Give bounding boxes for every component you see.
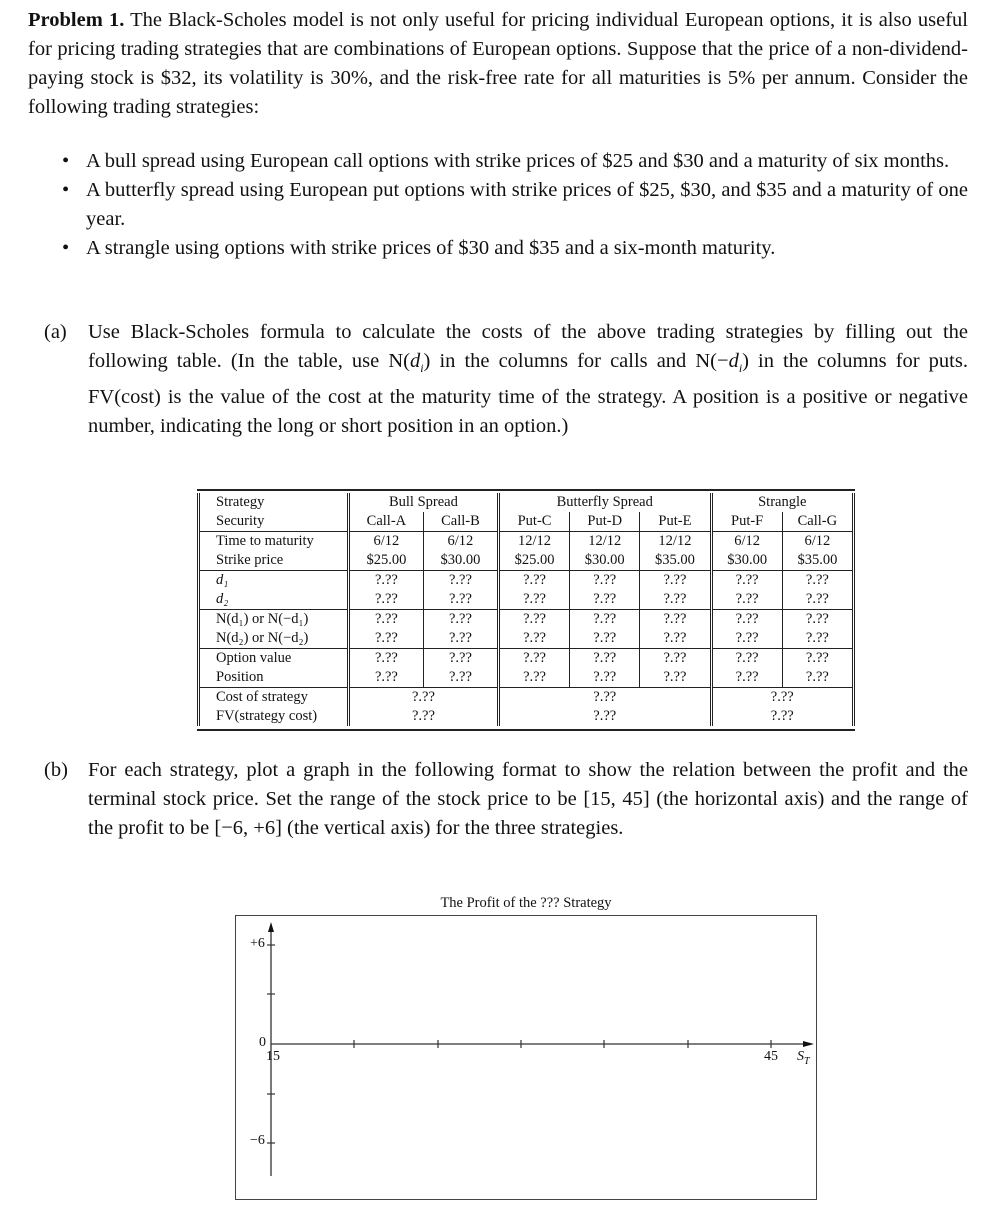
value-cell: ?.??	[711, 649, 782, 669]
d1-cell: ?.??	[570, 571, 640, 591]
nd1-cell: ?.??	[498, 610, 569, 630]
d2-cell: ?.??	[640, 590, 711, 610]
strike-cell: $35.00	[640, 551, 711, 571]
table-row	[199, 688, 854, 708]
row-label: Cost of strategy	[199, 688, 349, 708]
table-row	[199, 551, 854, 571]
table-row	[199, 532, 854, 552]
nd2-cell: ?.??	[570, 629, 640, 649]
cost-cell: ?.??	[498, 688, 711, 708]
table-row	[199, 590, 854, 610]
security-cell: Put-D	[570, 512, 640, 532]
position-cell: ?.??	[735, 669, 759, 685]
time-cell: 12/12	[570, 532, 640, 552]
row-label: Time to maturity	[199, 532, 349, 552]
table-row	[199, 610, 854, 630]
d1-cell: ?.??	[348, 571, 423, 591]
d1-cell: ?.??	[423, 571, 498, 591]
position-cell: ?.??	[640, 668, 711, 688]
row-label: d₁	[199, 571, 349, 591]
table-top-rule	[197, 489, 855, 491]
bullet-icon: •	[62, 237, 70, 259]
time-cell: 6/12	[423, 532, 498, 552]
security-cell: Call-A	[366, 513, 407, 529]
strike-cell: $25.00	[366, 552, 407, 568]
security-cell: Call-G	[782, 512, 853, 532]
strike-cell: $35.00	[782, 551, 853, 571]
strategy-list	[58, 147, 968, 263]
profit-chart	[235, 915, 817, 1200]
strike-cell: $30.00	[570, 551, 640, 571]
chart-title: The Profit of the ??? Strategy	[440, 895, 612, 911]
fv-cell: ?.??	[711, 707, 853, 726]
group-header: Butterfly Spread	[498, 493, 711, 512]
position-cell: ?.??	[782, 668, 853, 688]
nd2-cell: ?.??	[640, 629, 711, 649]
nd2-cell: ?.??	[782, 629, 853, 649]
d2-cell: ?.??	[423, 590, 498, 610]
y-tick-label-bottom: −6	[250, 1133, 265, 1148]
position-cell: ?.??	[570, 668, 640, 688]
nd2-cell: ?.??	[423, 629, 498, 649]
nd1-cell: ?.??	[423, 610, 498, 630]
time-cell: 12/12	[640, 532, 711, 552]
strike-cell: $30.00	[727, 552, 768, 568]
list-item: • A strangle using options with strike prices of $30 and $35 and a six-month maturity.	[58, 234, 968, 263]
nd2-cell: ?.??	[735, 630, 759, 646]
part-b-label: (b)	[44, 759, 68, 781]
table-row	[199, 512, 854, 532]
d2-cell: ?.??	[374, 591, 398, 607]
problem-intro	[28, 6, 968, 122]
cost-cell: ?.??	[348, 688, 498, 708]
part-b	[44, 756, 968, 843]
time-cell: 12/12	[498, 532, 569, 552]
nd1-cell: ?.??	[348, 610, 423, 630]
security-cell: Put-C	[517, 513, 552, 529]
x-axis-label: $S_T$	[797, 1049, 810, 1067]
row-label: d₂	[199, 590, 349, 610]
d2-cell: ?.??	[523, 591, 546, 607]
fv-cell: ?.??	[348, 707, 498, 726]
problem-heading: Problem 1.	[28, 9, 125, 31]
security-cell: Put-F	[731, 513, 764, 529]
value-cell: ?.??	[423, 649, 498, 669]
fv-cell: ?.??	[498, 707, 711, 726]
group-header: Bull Spread	[348, 493, 498, 512]
part-a-text: Use Black-Scholes formula to calculate the costs of the above trading strategies by filling out the following table. (In the table, use $N(d_i)$ in the columns for calls and $N(-d_i)$ in the columns for puts. FV(cost) is the value of the cost at the maturity time of the strategy. A position is a positive or negative number, indicating the long or short position in an option.)	[88, 321, 968, 438]
row-label: N(d₂) or N(−d₂)	[199, 629, 349, 649]
d2-cell: ?.??	[782, 590, 853, 610]
nd2-cell: ?.??	[523, 630, 546, 646]
row-label: Strategy	[199, 493, 349, 512]
value-cell: ?.??	[782, 649, 853, 669]
y-tick-label-zero: 0	[259, 1035, 266, 1050]
position-cell: ?.??	[523, 669, 546, 685]
d1-cell: ?.??	[498, 571, 569, 591]
security-cell: Call-B	[423, 512, 498, 532]
table-row	[199, 707, 854, 726]
chart-axes	[236, 916, 816, 1199]
x-tick-label-end: 45	[764, 1049, 778, 1064]
time-cell: 6/12	[711, 532, 782, 552]
row-label: Position	[199, 668, 349, 688]
value-cell: ?.??	[348, 649, 423, 669]
table-row	[199, 571, 854, 591]
strike-cell: $30.00	[423, 551, 498, 571]
x-axis-arrow-icon	[803, 1041, 814, 1047]
d1-cell: ?.??	[640, 571, 711, 591]
strike-cell: $25.00	[514, 552, 555, 568]
row-label: Security	[199, 512, 349, 532]
row-label: Option value	[199, 649, 349, 669]
table-bottom-rule	[197, 729, 855, 731]
part-a-label: (a)	[44, 321, 67, 343]
y-tick-label-top: +6	[250, 936, 265, 951]
value-cell: ?.??	[498, 649, 569, 669]
problem-intro-text: The Black-Scholes model is not only useful for pricing individual European options, it is also useful for pricing trading strategies that are combinations of European options. Suppose that the price of a non-dividend-paying stock is $32, its volatility is 30%, and the risk-free rate for all maturities is 5% per annum. Consider the following trading strategies:	[28, 9, 968, 118]
time-cell: 6/12	[782, 532, 853, 552]
list-item: • A butterfly spread using European put options with strike prices of $25, $30, and $35 and a maturity of one year.	[58, 176, 968, 234]
bullet-icon: •	[62, 150, 70, 172]
d2-cell: ?.??	[735, 591, 759, 607]
row-label: FV(strategy cost)	[199, 707, 349, 726]
cost-cell: ?.??	[711, 688, 853, 708]
d2-cell: ?.??	[570, 590, 640, 610]
position-cell: ?.??	[374, 669, 398, 685]
nd1-cell: ?.??	[782, 610, 853, 630]
nd2-cell: ?.??	[374, 630, 398, 646]
row-label: Strike price	[199, 551, 349, 571]
group-header: Strangle	[711, 493, 853, 512]
d1-cell: ?.??	[782, 571, 853, 591]
strategy-table	[197, 493, 855, 726]
table-row	[199, 649, 854, 669]
x-tick-label-start: 15	[266, 1049, 280, 1064]
position-cell: ?.??	[423, 668, 498, 688]
table-row	[199, 629, 854, 649]
table-row	[199, 668, 854, 688]
bullet-icon: •	[62, 179, 70, 201]
nd1-cell: ?.??	[640, 610, 711, 630]
table-row	[199, 493, 854, 512]
value-cell: ?.??	[570, 649, 640, 669]
nd1-cell: ?.??	[711, 610, 782, 630]
value-cell: ?.??	[640, 649, 711, 669]
time-cell: 6/12	[348, 532, 423, 552]
row-label: N(d₁) or N(−d₁)	[199, 610, 349, 630]
part-b-text: For each strategy, plot a graph in the following format to show the relation between the profit and the terminal stock price. Set the range of the stock price to be [15, 45] (the horizontal axis) and the range of the profit to be [−6, +6] (the vertical axis) for the three strategies.	[88, 759, 968, 839]
y-axis-arrow-icon	[268, 922, 274, 932]
d1-cell: ?.??	[711, 571, 782, 591]
pricing-table	[197, 489, 855, 733]
security-cell: Put-E	[640, 512, 711, 532]
nd1-cell: ?.??	[570, 610, 640, 630]
list-item: • A bull spread using European call options with strike prices of $25 and $30 and a maturity of six months.	[58, 147, 968, 176]
part-a	[44, 318, 968, 441]
